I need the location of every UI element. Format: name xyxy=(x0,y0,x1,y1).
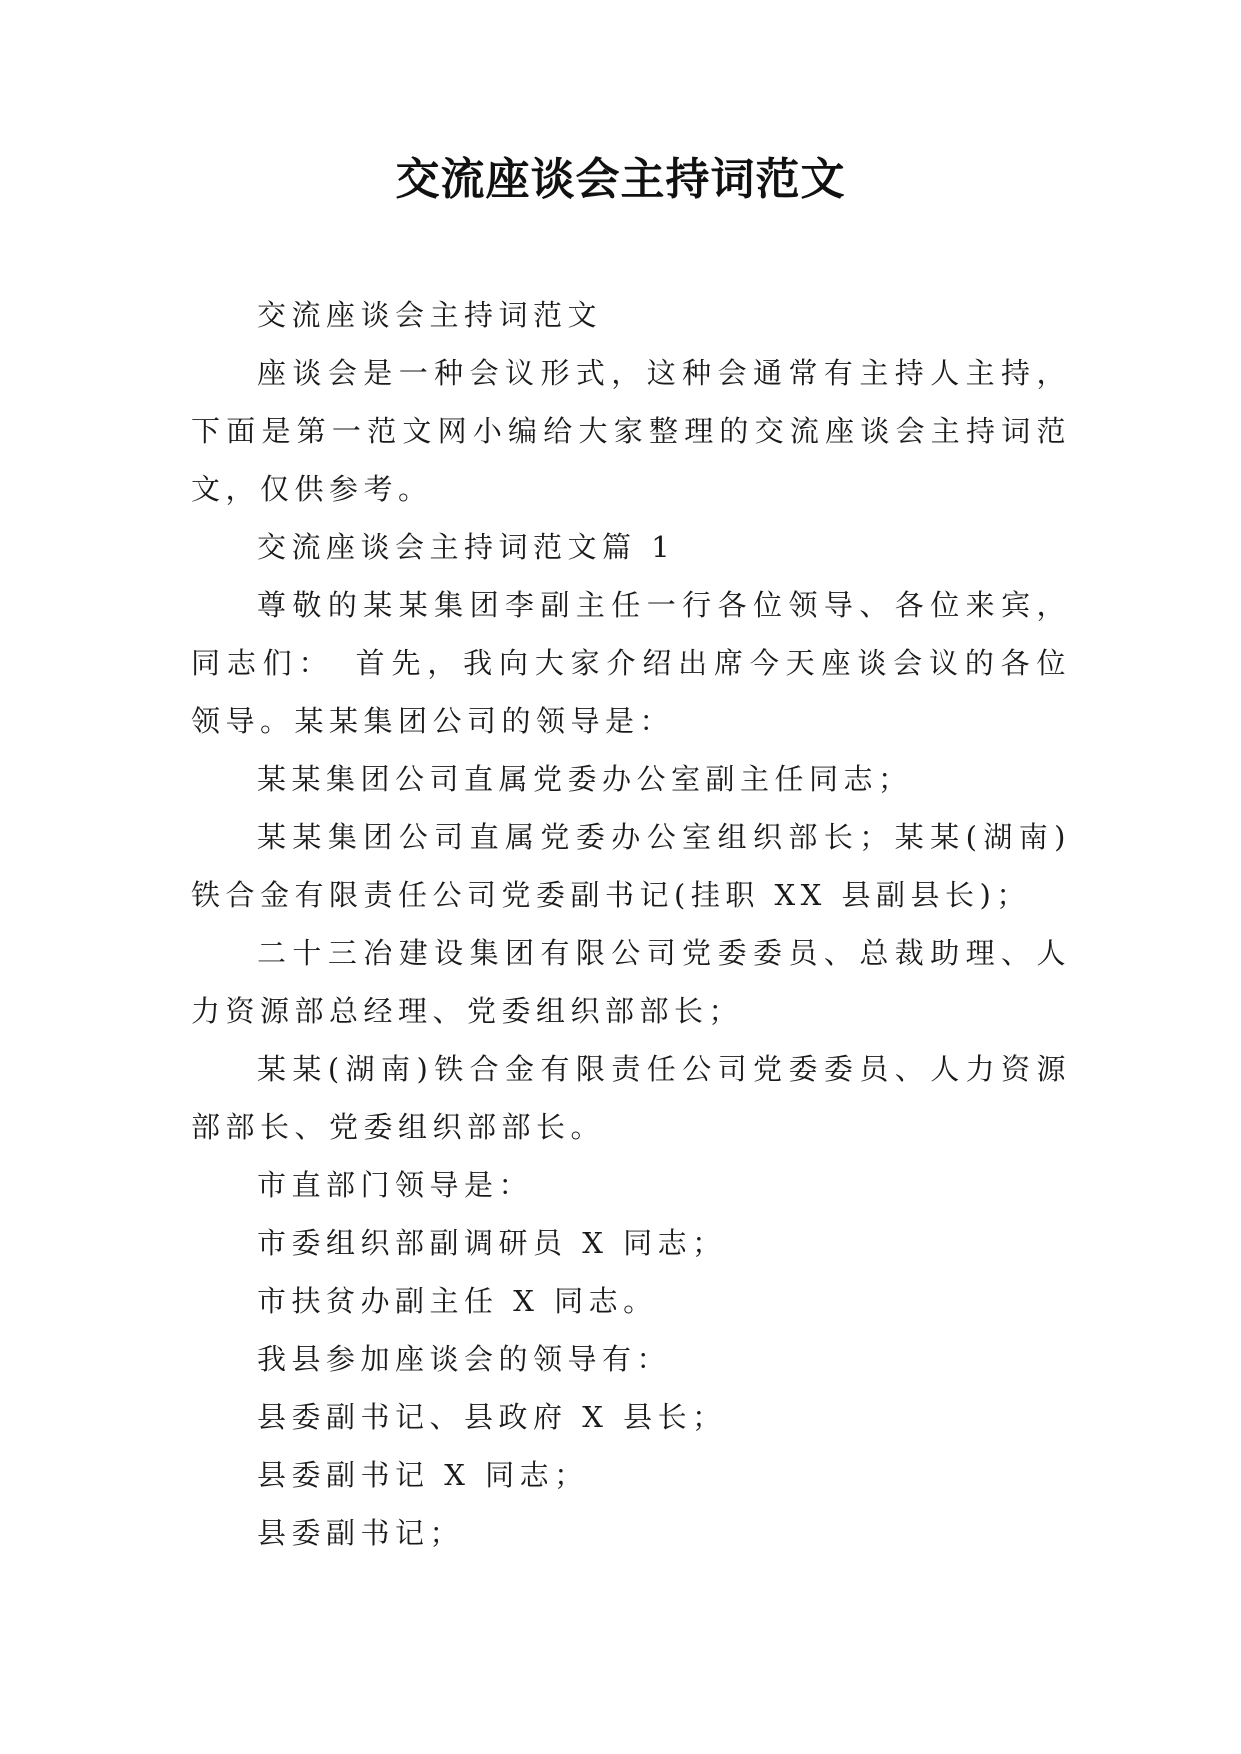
paragraph-county-leader-1: 县委副书记、县政府 X 县长； xyxy=(257,1400,727,1434)
paragraph-county-leaders-heading: 我县参加座谈会的领导有： xyxy=(257,1342,672,1376)
paragraph-leader-1: 某某集团公司直属党委办公室副主任同志； xyxy=(257,762,913,796)
paragraph-leader-2: 某某集团公司直属党委办公室组织部长；某某(湖南)铁合金有限责任公司党委副书记(挂职 XX 县副县长)； xyxy=(191,820,1071,912)
document-body xyxy=(191,286,1071,1562)
paragraph-county-leader-2: 县委副书记 X 同志； xyxy=(257,1458,589,1492)
paragraph-city-leader-1: 市委组织部副调研员 X 同志； xyxy=(257,1226,727,1260)
paragraph-leader-4: 某某(湖南)铁合金有限责任公司党委委员、人力资源部部长、党委组织部部长。 xyxy=(191,1052,1071,1144)
paragraph-greeting: 尊敬的某某集团李副主任一行各位领导、各位来宾，同志们： 首先，我向大家介绍出席今天座谈会议的各位领导。某某集团公司的领导是： xyxy=(191,588,1071,738)
paragraph-subtitle: 交流座谈会主持词范文 xyxy=(257,298,603,332)
paragraph-city-leader-2: 市扶贫办副主任 X 同志。 xyxy=(257,1284,658,1318)
paragraph-city-leaders-heading: 市直部门领导是： xyxy=(257,1168,534,1202)
document-title: 交流座谈会主持词范文 xyxy=(395,154,846,205)
paragraph-county-leader-3: 县委副书记； xyxy=(257,1516,465,1550)
paragraph-intro: 座谈会是一种会议形式，这种会通常有主持人主持，下面是第一范文网小编给大家整理的交流座谈会主持词范文，仅供参考。 xyxy=(191,356,1071,506)
paragraph-section-heading: 交流座谈会主持词范文篇 1 xyxy=(257,530,676,564)
paragraph-leader-3: 二十三冶建设集团有限公司党委委员、总裁助理、人力资源部总经理、党委组织部部长； xyxy=(191,936,1071,1028)
